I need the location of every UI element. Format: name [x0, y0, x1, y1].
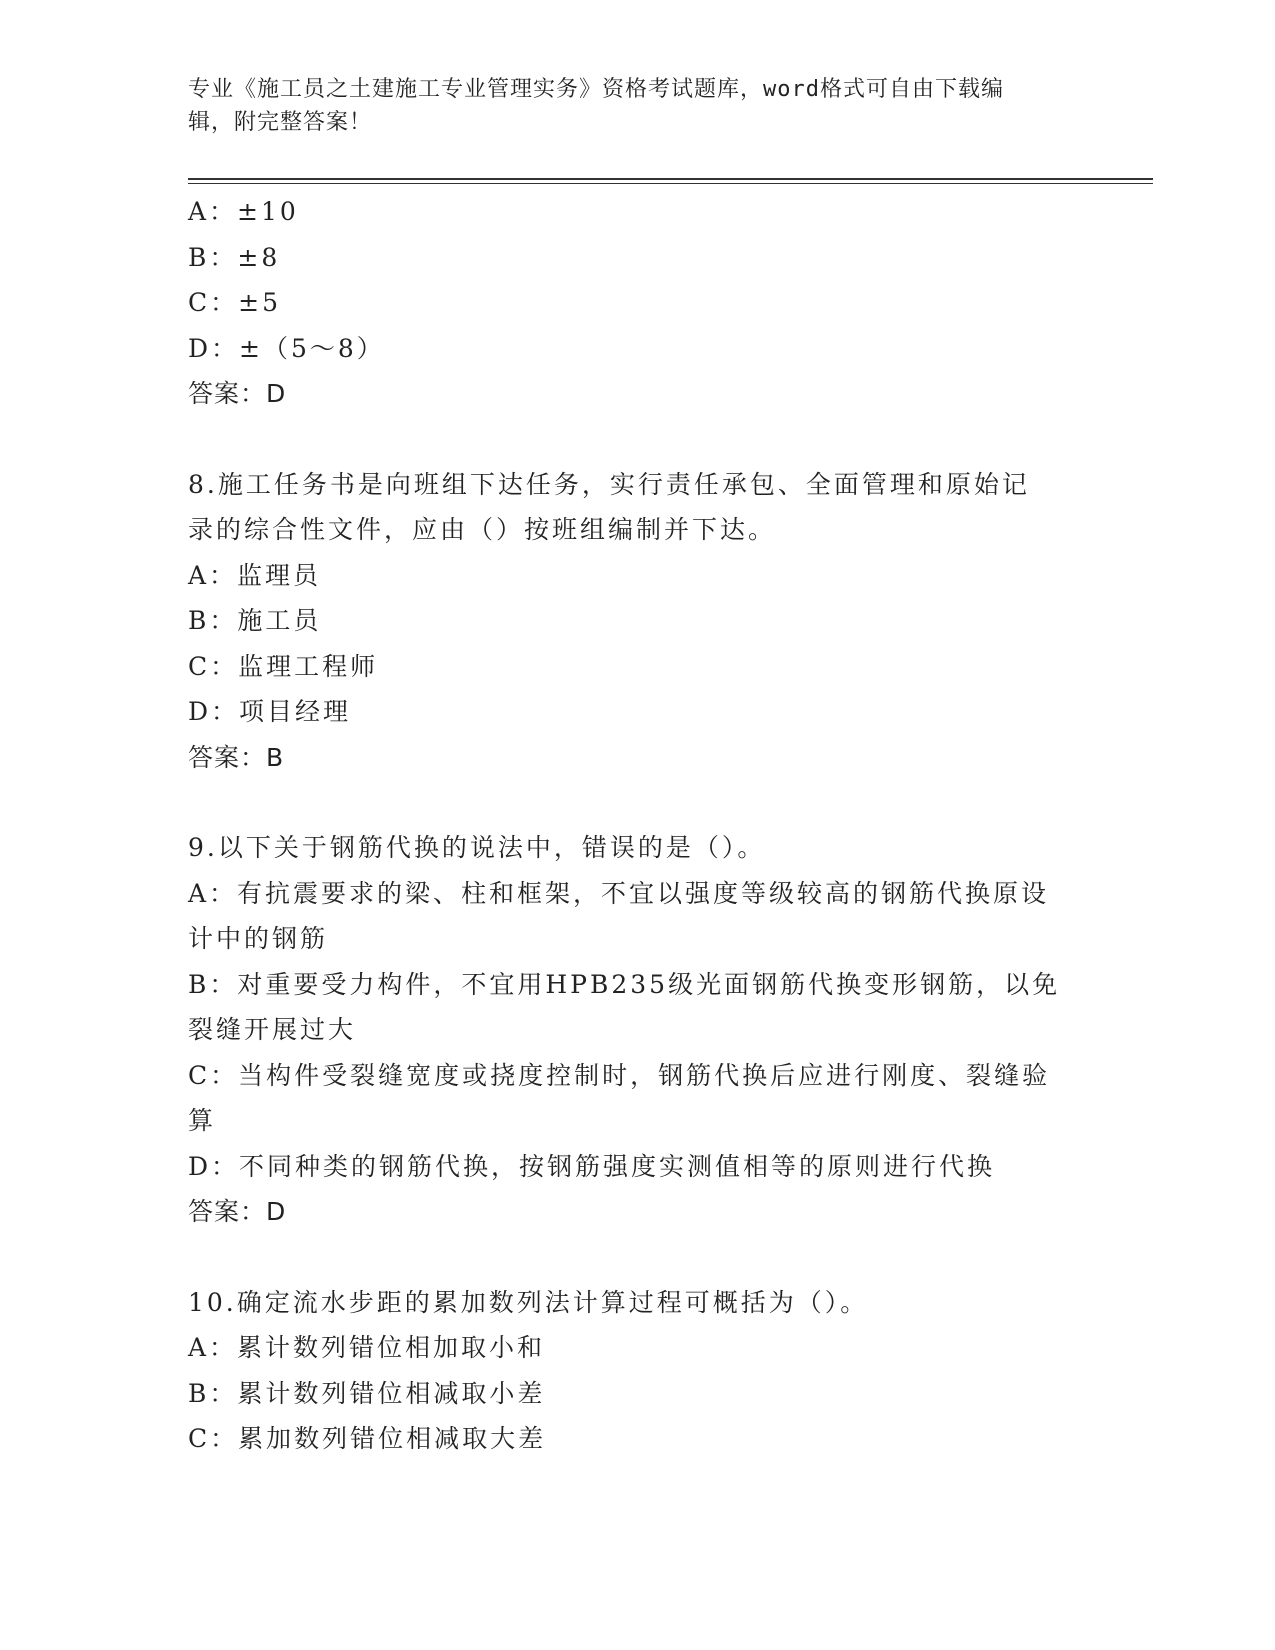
option-a-cont: 计中的钢筋: [188, 924, 329, 953]
document-header: [188, 73, 1068, 139]
option-d: D：项目经理: [188, 697, 352, 726]
option-c: C：累加数列错位相减取大差: [188, 1424, 547, 1453]
option-d: D：±（5～8）: [188, 333, 385, 363]
option-a: A：累计数列错位相加取小和: [188, 1333, 546, 1362]
option-a: A：有抗震要求的梁、柱和框架，不宜以强度等级较高的钢筋代换原设: [188, 878, 1050, 908]
option-d: D：不同种类的钢筋代换，按钢筋强度实测值相等的原则进行代换: [188, 1151, 996, 1181]
answer: 答案：B: [188, 742, 285, 772]
question-block-10: [188, 1280, 1088, 1462]
option-b: B：累计数列错位相减取小差: [188, 1378, 546, 1408]
option-c-cont: 算: [188, 1106, 217, 1135]
question-list: [188, 189, 1088, 1462]
option-a: A：±10: [188, 197, 299, 226]
header-line: 辑，附完整答案！: [188, 110, 373, 135]
header-line: 专业《施工员之土建施工专业管理实务》资格考试题库，word格式可自由下载编: [188, 77, 1004, 102]
question-block-9: [188, 825, 1088, 1235]
question-stem: 录的综合性文件，应由（）按班组编制并下达。: [188, 515, 777, 544]
question-stem: 8.施工任务书是向班组下达任务，实行责任承包、全面管理和原始记: [188, 469, 1030, 499]
option-c: C：监理工程师: [188, 651, 379, 681]
question-stem: 9.以下关于钢筋代换的说法中，错误的是（）。: [188, 833, 766, 862]
answer: 答案：D: [188, 1197, 287, 1226]
header-divider: [188, 178, 1153, 180]
question-block-8: [188, 462, 1088, 781]
option-a: A：监理员: [188, 560, 322, 590]
option-b: B：对重要受力构件，不宜用HPB235级光面钢筋代换变形钢筋，以免: [188, 969, 1061, 999]
option-b: B：施工员: [188, 606, 322, 635]
answer: 答案：D: [188, 379, 287, 408]
header-divider-thin: [188, 183, 1153, 184]
question-stem: 10.确定流水步距的累加数列法计算过程可概括为（）。: [188, 1287, 869, 1317]
option-c: C：当构件受裂缝宽度或挠度控制时，钢筋代换后应进行刚度、裂缝验: [188, 1060, 1051, 1090]
question-block-prev: [188, 189, 1088, 417]
option-b-cont: 裂缝开展过大: [188, 1015, 357, 1044]
option-b: B：±8: [188, 242, 281, 272]
option-c: C：±5: [188, 288, 281, 317]
